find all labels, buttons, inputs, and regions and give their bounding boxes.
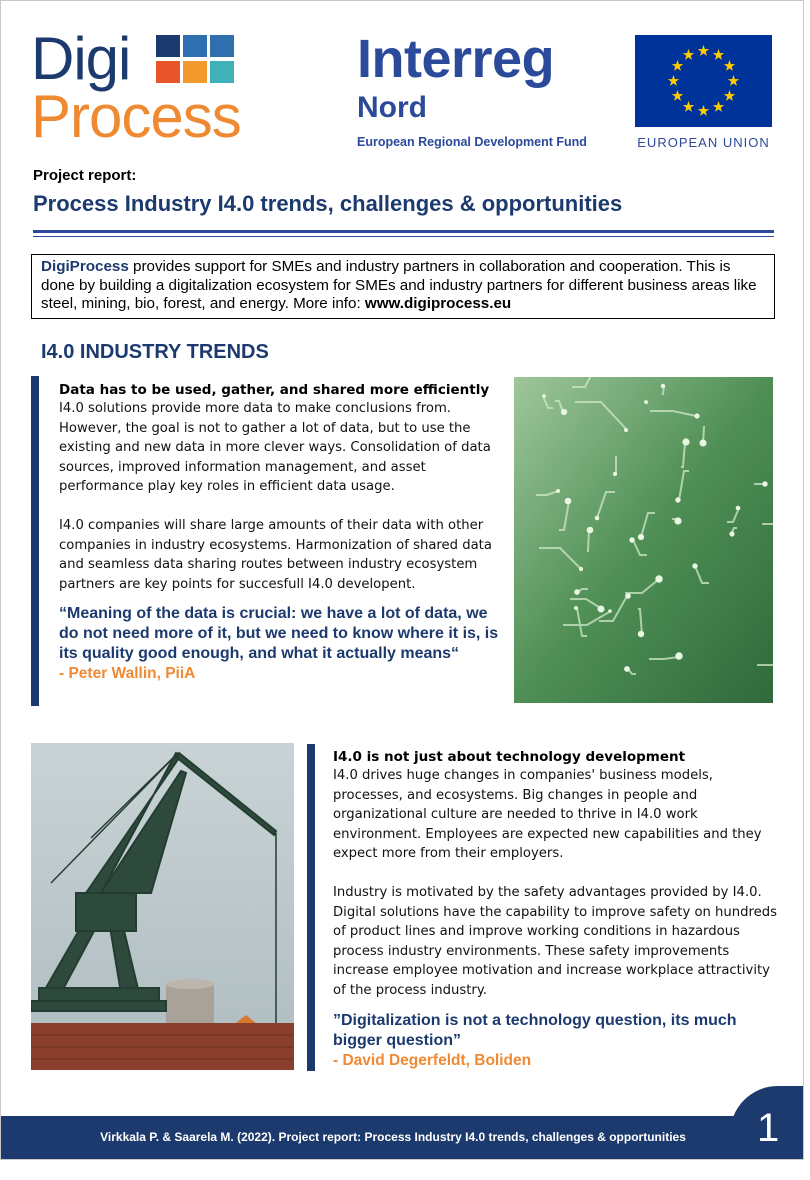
digiprocess-logo xyxy=(31,25,271,156)
circuit-pad xyxy=(595,516,600,521)
eu-star-icon xyxy=(683,49,694,60)
circuit-pad xyxy=(542,394,546,398)
footer-citation: Virkkala P. & Saarela M. (2022). Project report: Process Industry I4.0 trends, challenges & opportunities xyxy=(100,1130,686,1144)
eu-star-icon xyxy=(713,101,724,112)
circuit-pad xyxy=(655,575,662,582)
block-heading: I4.0 is not just about technology development xyxy=(333,749,686,765)
quote-text: ”Digitalization is not a technology question, its much bigger question” xyxy=(333,1011,737,1049)
circuit-pad xyxy=(624,428,628,432)
circuit-pad xyxy=(556,489,560,493)
circuit-pad xyxy=(692,563,697,568)
section-heading: I4.0 INDUSTRY TRENDS xyxy=(41,341,269,363)
logo-digi-text: Digi xyxy=(31,25,131,92)
circuit-pad xyxy=(613,472,617,476)
circuit-pad xyxy=(694,413,699,418)
logo-tile xyxy=(183,35,207,57)
circuit-pad xyxy=(579,567,583,571)
logo-erdf-text: European Regional Development Fund xyxy=(357,135,587,149)
circuit-board-image xyxy=(514,377,773,703)
trend-block-data xyxy=(31,376,501,706)
circuit-pad xyxy=(608,609,612,613)
page-number: 1 xyxy=(757,1106,780,1150)
interreg-nord-logo xyxy=(357,31,617,156)
eu-flag xyxy=(635,35,772,127)
circuit-pad xyxy=(700,440,707,447)
logo-tile xyxy=(210,61,234,83)
circuit-pad xyxy=(574,606,578,610)
quote-author: - Peter Wallin, PiiA xyxy=(59,665,196,683)
eu-star-icon xyxy=(724,90,735,101)
eu-star-icon xyxy=(668,75,679,86)
intro-text: provides support for SMEs and industry partners in collaboration and cooperation. This is done by building a digitalization ecosystem for SMEs and industry partners for different business areas like steel, mining, bio, forest, and energy. More info: xyxy=(41,258,757,312)
logo-tile xyxy=(156,61,180,83)
title-divider-thin xyxy=(33,236,774,237)
report-label: Project report: xyxy=(33,167,137,184)
logo-tile xyxy=(183,61,207,83)
circuit-pad xyxy=(674,517,681,524)
logo-interreg-text: Interreg xyxy=(357,29,555,89)
eu-star-icon xyxy=(713,49,724,60)
logo-tile xyxy=(156,35,180,57)
eu-star-icon xyxy=(724,60,735,71)
circuit-pad xyxy=(565,498,572,505)
trend-block-technology xyxy=(307,744,781,1071)
logo-nord-text: Nord xyxy=(357,91,427,124)
circuit-pad xyxy=(625,593,631,599)
circuit-pad xyxy=(661,384,665,388)
title-divider xyxy=(33,230,774,233)
circuit-pad xyxy=(638,631,644,637)
circuit-pad xyxy=(675,497,680,502)
block-paragraph: Industry is motivated by the safety advantages provided by I4.0. Digital solutions have the capability to improve safety on hundreds of product lines and improve working conditions in hazardous process industry environments. These safety improvements increase employee motivation and increase workplace attractivity of the process industry. xyxy=(333,884,777,998)
circuit-pad xyxy=(638,534,644,540)
circuit-pad xyxy=(587,527,594,534)
circuit-pad xyxy=(729,531,734,536)
intro-brand: DigiProcess xyxy=(41,258,129,275)
logo-tile xyxy=(210,35,234,57)
report-title: Process Industry I4.0 trends, challenges & opportunities xyxy=(33,191,623,216)
eu-star-icon xyxy=(672,90,683,101)
eu-star-icon xyxy=(683,101,694,112)
intro-box xyxy=(31,254,775,319)
block-heading: Data has to be used, gather, and shared more efficiently xyxy=(59,382,490,398)
circuit-pad xyxy=(762,481,767,486)
block-paragraph: I4.0 solutions provide more data to make conclusions from. However, the goal is not to gather a lot of data, but to use the existing and new data in more clever ways. Consolidation of data sources, improved information management, and asset performance play key roles in efficient data usage. xyxy=(59,401,491,495)
circuit-pad xyxy=(736,506,741,511)
eu-star-icon xyxy=(698,105,709,116)
logo-tiles xyxy=(156,35,256,110)
eu-star-icon xyxy=(728,75,739,86)
eu-star-icon xyxy=(672,60,683,71)
block-paragraph: I4.0 companies will share large amounts of their data with other companies in industry ecosystems. Harmonization of shared data and seamless data sharing routes between industry ecosystem partners are key points for succesfull I4.0 developent. xyxy=(59,517,492,592)
quote-text: “Meaning of the data is crucial: we have a lot of data, we do not need more of it, but we need to know where it is, is its quality good enough, and what it actually means“ xyxy=(59,605,499,663)
circuit-pad xyxy=(561,409,567,415)
circuit-pad xyxy=(574,589,580,595)
website-link[interactable]: www.digiprocess.eu xyxy=(364,295,512,312)
quote-author: - David Degerfeldt, Boliden xyxy=(333,1051,532,1069)
harbor-crane-image xyxy=(31,743,294,1070)
block-paragraph: I4.0 drives huge changes in companies' business models, processes, and ecosystems. Big changes in people and organizational culture are needed to thrive in I4.0 work environment. Employees are expected new capabilities and they expect more from their employers. xyxy=(333,768,762,862)
eu-logo xyxy=(635,35,772,155)
circuit-pad xyxy=(598,606,605,613)
circuit-pad xyxy=(682,438,689,445)
circuit-pad xyxy=(675,652,682,659)
eu-stars-icon xyxy=(635,35,772,127)
eu-star-icon xyxy=(698,45,709,56)
eu-label: EUROPEAN UNION xyxy=(637,135,770,150)
logo-process-text: Process xyxy=(31,83,241,150)
circuit-pad xyxy=(629,537,634,542)
circuit-pad xyxy=(624,666,630,672)
circuit-pad xyxy=(644,400,648,404)
